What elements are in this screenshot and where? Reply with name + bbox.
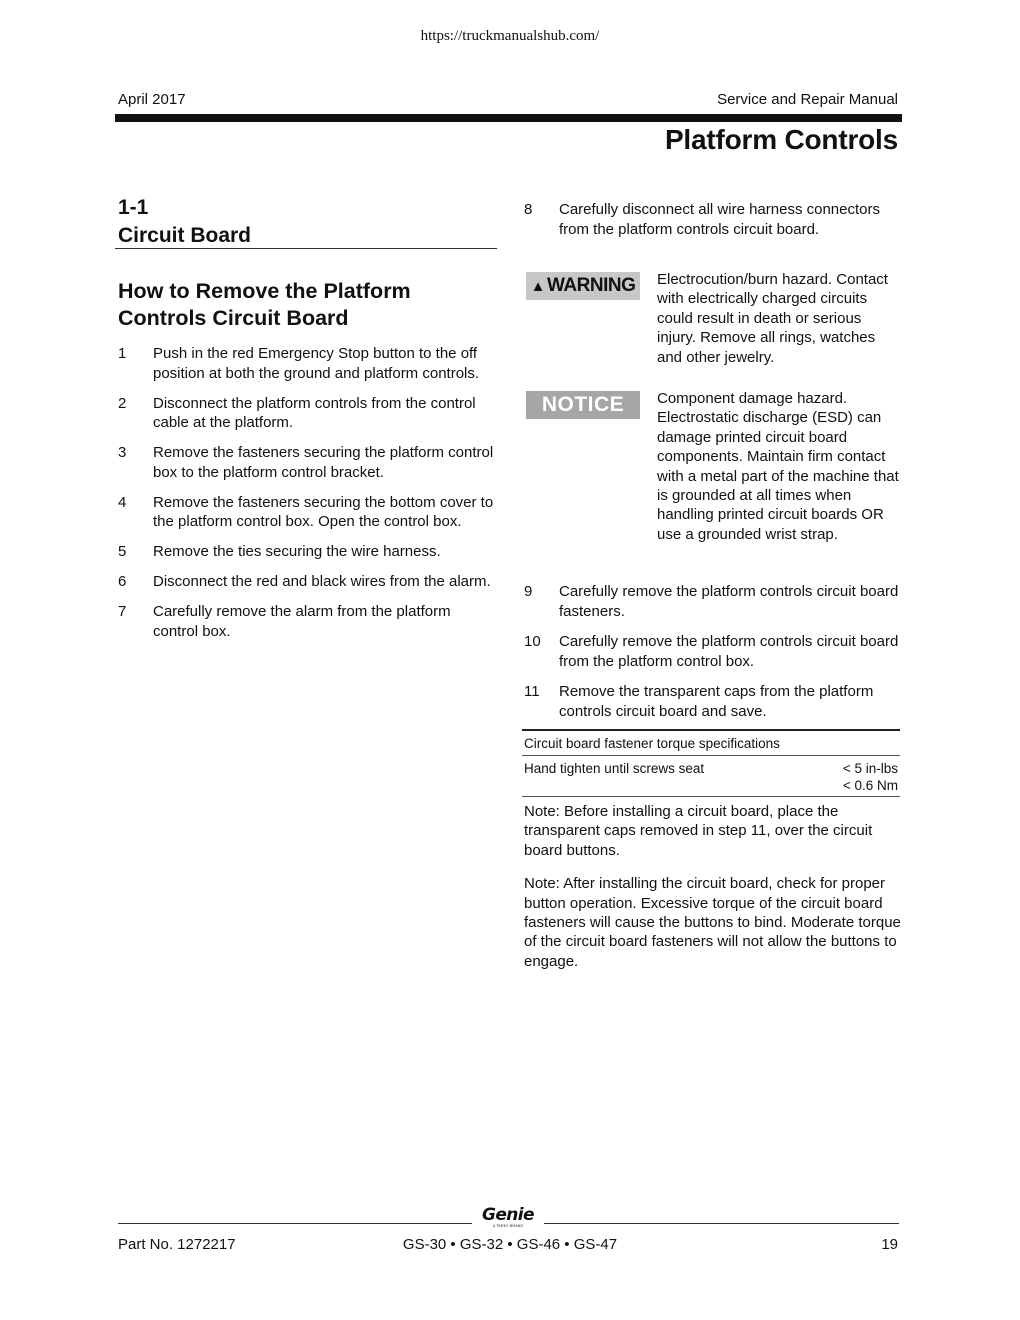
torque-metric: < 0.6 Nm bbox=[842, 778, 898, 793]
step-text: Push in the red Emergency Stop button to the off position at both the ground and platform controls. bbox=[153, 345, 480, 382]
note-paragraph: Note: Before installing a circuit board, place the transparent caps removed in step 11, over the circuit board buttons. bbox=[524, 803, 873, 859]
footer-rule-right bbox=[544, 1223, 899, 1224]
step-number: 3 bbox=[118, 444, 127, 461]
header-manual-title: Service and Repair Manual bbox=[717, 91, 898, 108]
step-text: Disconnect the platform controls from the control cable at the platform. bbox=[153, 394, 476, 431]
section-rule bbox=[115, 248, 497, 249]
page-section-title: Platform Controls bbox=[664, 124, 898, 155]
section-heading bbox=[118, 194, 496, 250]
step-number: 4 bbox=[118, 493, 127, 511]
source-url[interactable]: https://truckmanualshub.com/ bbox=[420, 28, 600, 44]
step-text: Remove the fasteners securing the bottom cover to the platform control box. Open the control box. bbox=[153, 493, 494, 530]
page-number: 19 bbox=[881, 1236, 898, 1253]
step-item bbox=[118, 602, 496, 641]
header-rule bbox=[115, 114, 902, 122]
procedure-title: How to Remove the Platform Controls Circuit Board bbox=[118, 279, 411, 330]
warning-badge-label: WARNING bbox=[547, 275, 636, 296]
step-text: Carefully remove the platform controls circuit board fasteners. bbox=[559, 583, 899, 620]
step-number: 7 bbox=[118, 603, 127, 620]
footer-models: GS-30 • GS-32 • GS-46 • GS-47 bbox=[402, 1236, 618, 1253]
procedure-steps-right bbox=[524, 582, 902, 732]
step-number: 6 bbox=[118, 573, 127, 590]
step-item bbox=[118, 542, 496, 562]
step-text: Remove the ties securing the wire harness. bbox=[153, 543, 441, 560]
step-item bbox=[524, 200, 902, 239]
warning-triangle-icon: ▲ bbox=[530, 277, 546, 295]
step-number: 1 bbox=[118, 345, 127, 362]
torque-imperial: < 5 in-lbs bbox=[842, 761, 898, 776]
step-item bbox=[524, 682, 902, 721]
step-item bbox=[118, 443, 496, 482]
section-name: Circuit Board bbox=[118, 224, 252, 247]
step-text: Carefully disconnect all wire harness connectors from the platform controls circuit board. bbox=[559, 201, 880, 238]
notes bbox=[524, 802, 902, 985]
logo-text: Genie bbox=[482, 1205, 534, 1225]
notice-badge: NOTICE bbox=[526, 391, 640, 419]
step-text: Carefully remove the platform controls circuit board from the platform control box. bbox=[559, 633, 899, 670]
genie-logo bbox=[477, 1206, 539, 1232]
step-item bbox=[118, 344, 496, 383]
table-row bbox=[522, 756, 900, 797]
step-item bbox=[524, 632, 902, 671]
step-item bbox=[524, 582, 902, 621]
step-number: 2 bbox=[118, 394, 127, 412]
torque-spec-table bbox=[522, 729, 900, 797]
step-text: Disconnect the red and black wires from the alarm. bbox=[153, 573, 491, 590]
logo-subtext: A TEREX BRAND bbox=[492, 1224, 524, 1228]
step-number: 8 bbox=[524, 201, 533, 218]
step-text: Remove the transparent caps from the platform controls circuit board and save. bbox=[559, 683, 874, 720]
step-text: Carefully remove the alarm from the platform control box. bbox=[153, 603, 451, 640]
footer-rule-left bbox=[118, 1223, 472, 1224]
step-number: 5 bbox=[118, 543, 127, 560]
step-item bbox=[118, 394, 496, 433]
step-number: 9 bbox=[524, 583, 533, 600]
table-row-label: Hand tighten until screws seat bbox=[524, 761, 705, 776]
header-date: April 2017 bbox=[118, 91, 186, 108]
procedure-step-8 bbox=[524, 200, 902, 239]
step-text: Remove the fasteners securing the platform control box to the platform control bracket. bbox=[153, 444, 494, 481]
step-number: 10 bbox=[524, 633, 541, 650]
notice-callout bbox=[524, 389, 902, 544]
warning-callout bbox=[524, 270, 902, 367]
table-header: Circuit board fastener torque specifications bbox=[522, 731, 900, 756]
notice-text: Component damage hazard. Electrostatic discharge (ESD) can damage printed circuit board components. Maintain firm contact with a metal part of the machine that is grounded at all times when handling printed circuit boards OR use a grounded wrist strap. bbox=[657, 390, 899, 543]
warning-text: Electrocution/burn hazard. Contact with electrically charged circuits could result in death or serious injury. Remove all rings, watches and other jewelry. bbox=[657, 271, 888, 366]
section-number: 1-1 bbox=[118, 196, 149, 219]
step-number: 11 bbox=[524, 683, 540, 700]
step-item bbox=[118, 493, 496, 532]
footer-part-number: Part No. 1272217 bbox=[118, 1236, 236, 1253]
warning-badge bbox=[526, 272, 640, 300]
step-item bbox=[118, 572, 496, 592]
note-paragraph: Note: After installing the circuit board, check for proper button operation. Excessive torque of the circuit board fasteners will cause the buttons to bind. Moderate torque of the circuit board fasteners will not allow the buttons to engage. bbox=[524, 875, 901, 970]
procedure-steps-left bbox=[118, 344, 496, 652]
table-row-value bbox=[843, 760, 898, 794]
